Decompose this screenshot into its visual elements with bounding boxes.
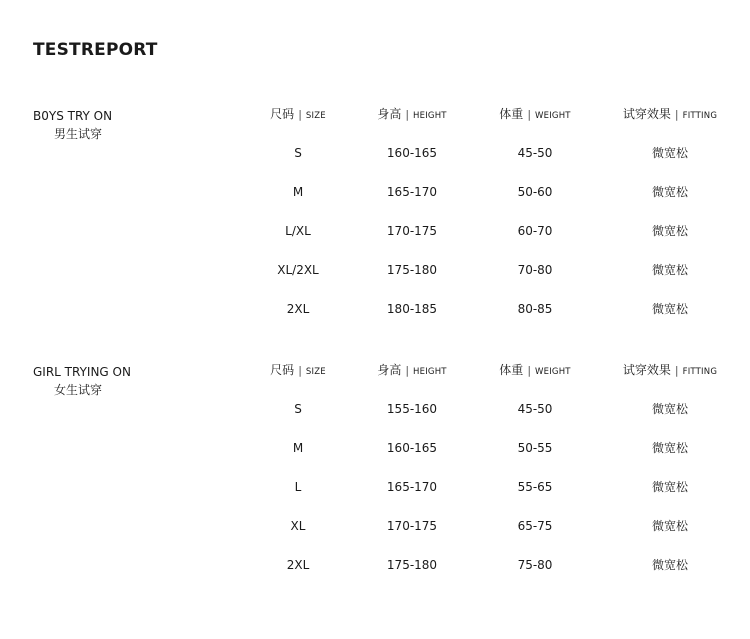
table-row — [0, 263, 750, 279]
height-column-header: 身高 | HEIGHT — [377, 363, 447, 377]
size-column-header: 尺码 | SIZE — [270, 363, 326, 377]
fitting-cell: 微宽松 — [651, 263, 688, 277]
boys-label-cn: 男生试穿 — [53, 127, 102, 141]
table-row — [0, 224, 750, 240]
weight-column-header: 体重 | WEIGHT — [499, 363, 571, 377]
table-row — [0, 558, 750, 574]
height-cell: 170-175 — [386, 224, 438, 238]
weight-cell: 75-80 — [517, 558, 553, 572]
weight-cell: 50-60 — [517, 185, 553, 199]
fitting-cell: 微宽松 — [651, 441, 688, 455]
size-cell: S — [294, 146, 302, 160]
fitting-cell: 微宽松 — [651, 185, 688, 199]
page-title: TESTREPORT — [33, 40, 158, 60]
fitting-column-header: 试穿效果 | FITTING — [622, 363, 718, 377]
table-row — [0, 402, 750, 418]
boys-label-en: B0YS TRY ON — [33, 109, 113, 123]
height-cell: 165-170 — [386, 480, 438, 494]
height-cell: 155-160 — [386, 402, 438, 416]
height-cell: 175-180 — [386, 263, 438, 277]
size-cell: XL — [290, 519, 306, 533]
weight-cell: 65-75 — [517, 519, 553, 533]
weight-cell: 55-65 — [517, 480, 553, 494]
girls-section — [0, 363, 750, 589]
size-cell: L — [294, 480, 302, 494]
weight-cell: 70-80 — [517, 263, 553, 277]
fitting-cell: 微宽松 — [651, 519, 688, 533]
size-cell: S — [294, 402, 302, 416]
height-cell: 160-165 — [386, 441, 438, 455]
fitting-cell: 微宽松 — [651, 224, 688, 238]
table-row — [0, 519, 750, 535]
height-column-header: 身高 | HEIGHT — [377, 107, 447, 121]
size-column-header: 尺码 | SIZE — [270, 107, 326, 121]
fitting-cell: 微宽松 — [651, 558, 688, 572]
size-cell: M — [292, 185, 304, 199]
weight-cell: 45-50 — [517, 146, 553, 160]
weight-cell: 50-55 — [517, 441, 553, 455]
height-cell: 170-175 — [386, 519, 438, 533]
fitting-column-header: 试穿效果 | FITTING — [622, 107, 718, 121]
fitting-cell: 微宽松 — [651, 302, 688, 316]
weight-cell: 45-50 — [517, 402, 553, 416]
table-row — [0, 146, 750, 162]
girls-label-en: GIRL TRYING ON — [33, 365, 131, 379]
height-cell: 180-185 — [386, 302, 438, 316]
girls-section-label — [33, 363, 131, 399]
fitting-cell: 微宽松 — [651, 480, 688, 494]
girls-label-cn: 女生试穿 — [53, 383, 102, 397]
size-cell: 2XL — [286, 558, 310, 572]
size-cell: M — [292, 441, 304, 455]
size-cell: 2XL — [286, 302, 310, 316]
table-row — [0, 441, 750, 457]
table-row — [0, 302, 750, 318]
table-row — [0, 185, 750, 201]
size-cell: L/XL — [285, 224, 311, 238]
height-cell: 175-180 — [386, 558, 438, 572]
weight-column-header: 体重 | WEIGHT — [499, 107, 571, 121]
size-cell: XL/2XL — [277, 263, 319, 277]
fitting-cell: 微宽松 — [651, 402, 688, 416]
weight-cell: 60-70 — [517, 224, 553, 238]
boys-section — [0, 107, 750, 333]
boys-section-label — [33, 107, 123, 143]
height-cell: 160-165 — [386, 146, 438, 160]
weight-cell: 80-85 — [517, 302, 553, 316]
height-cell: 165-170 — [386, 185, 438, 199]
table-row — [0, 480, 750, 496]
fitting-cell: 微宽松 — [651, 146, 688, 160]
